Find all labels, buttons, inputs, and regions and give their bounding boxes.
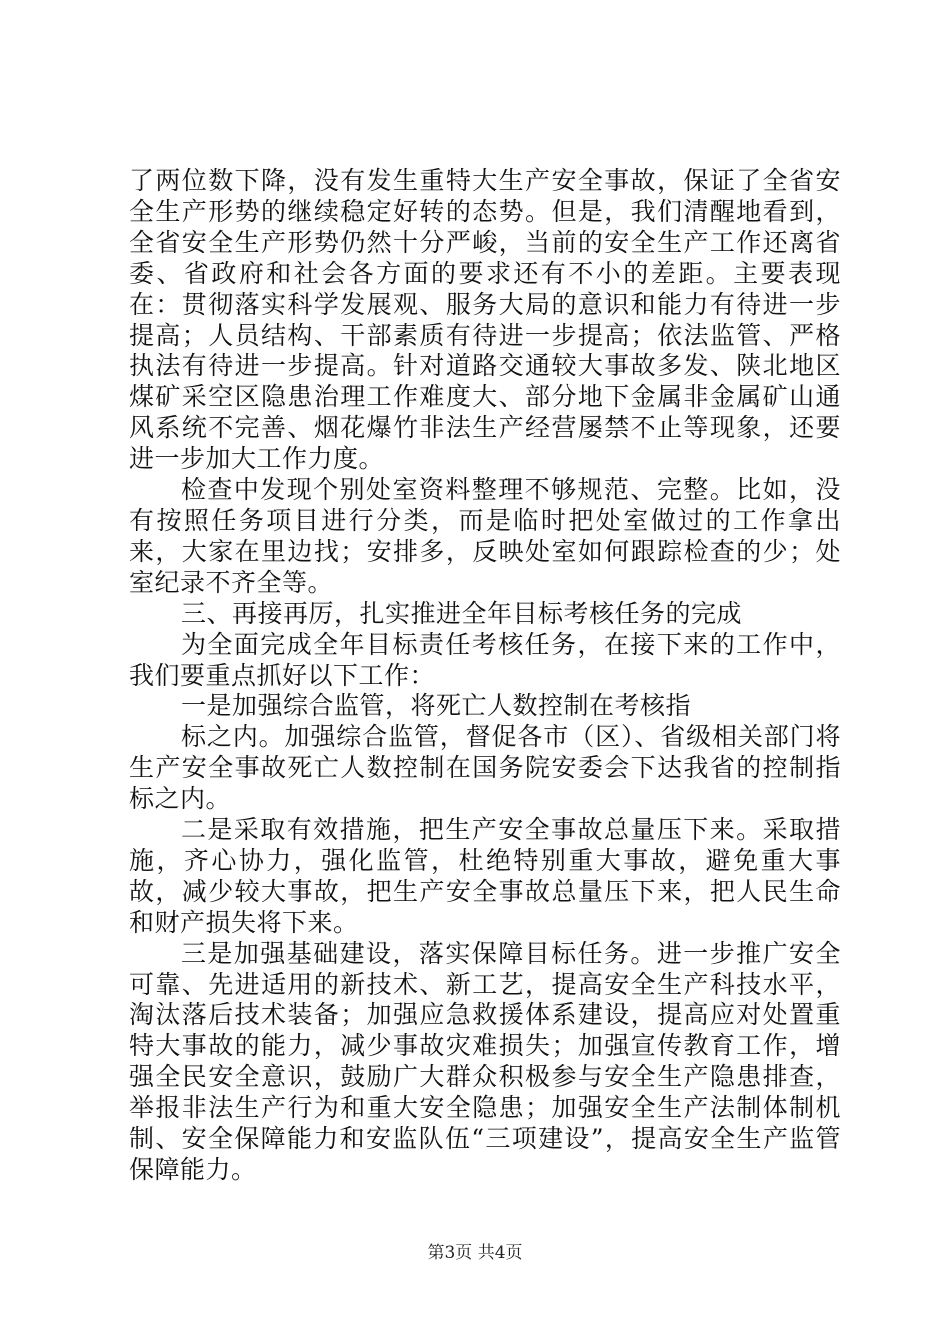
page-number-footer: 第3页 共4页 bbox=[427, 1243, 523, 1263]
paragraph-4: 一是加强综合监管，将死亡人数控制在考核指 bbox=[181, 691, 692, 721]
document-body bbox=[129, 166, 841, 1186]
paragraph-2: 检查中发现个别处室资料整理不够规范、完整。比如，没有按照任务项目进行分类，而是临时把处室做过的工作拿出来，大家在里边找；安排多，反映处室如何跟踪检查的少；处室纪录不齐全等。 bbox=[129, 475, 841, 597]
paragraph-6: 二是采取有效措施，把生产安全事故总量压下来。采取措施，齐心协力，强化监管，杜绝特别重大事故，避免重大事故，减少较大事故，把生产安全事故总量压下来，把人民生命和财产损失将下来。 bbox=[129, 815, 841, 937]
paragraph-7: 三是加强基础建设，落实保障目标任务。进一步推广安全可靠、先进适用的新技术、新工艺，提高安全生产科技水平，淘汰落后技术装备；加强应急救援体系建设，提高应对处置重特大事故的能力，减少事故灾难损失；加强宣传教育工作，增强全民安全意识，鼓励广大群众积极参与安全生产隐患排查，举报非法生产行为和重大安全隐患；加强安全生产法制体制机制、安全保障能力和安监队伍“三项建设”，提高安全生产监管保障能力。 bbox=[129, 938, 841, 1184]
paragraph-5: 标之内。加强综合监管，督促各市（区）、省级相关部门将生产安全事故死亡人数控制在国务院安委会下达我省的控制指标之内。 bbox=[129, 722, 841, 814]
paragraph-1: 了两位数下降，没有发生重特大生产安全事故，保证了全省安全生产形势的继续稳定好转的态势。但是，我们清醒地看到，全省安全生产形势仍然十分严峻，当前的安全生产工作还离省委、省政府和社会各方面的要求还有不小的差距。主要表现在：贯彻落实科学发展观、服务大局的意识和能力有待进一步提高；人员结构、干部素质有待进一步提高；依法监管、严格执法有待进一步提高。针对道路交通较大事故多发、陕北地区煤矿采空区隐患治理工作难度大、部分地下金属非金属矿山通风系统不完善、烟花爆竹非法生产经营屡禁不止等现象，还要进一步加大工作力度。 bbox=[129, 166, 841, 474]
section-heading: 三、再接再厉，扎实推进全年目标考核任务的完成 bbox=[181, 598, 743, 628]
paragraph-3: 为全面完成全年目标责任考核任务，在接下来的工作中，我们要重点抓好以下工作： bbox=[129, 629, 841, 690]
